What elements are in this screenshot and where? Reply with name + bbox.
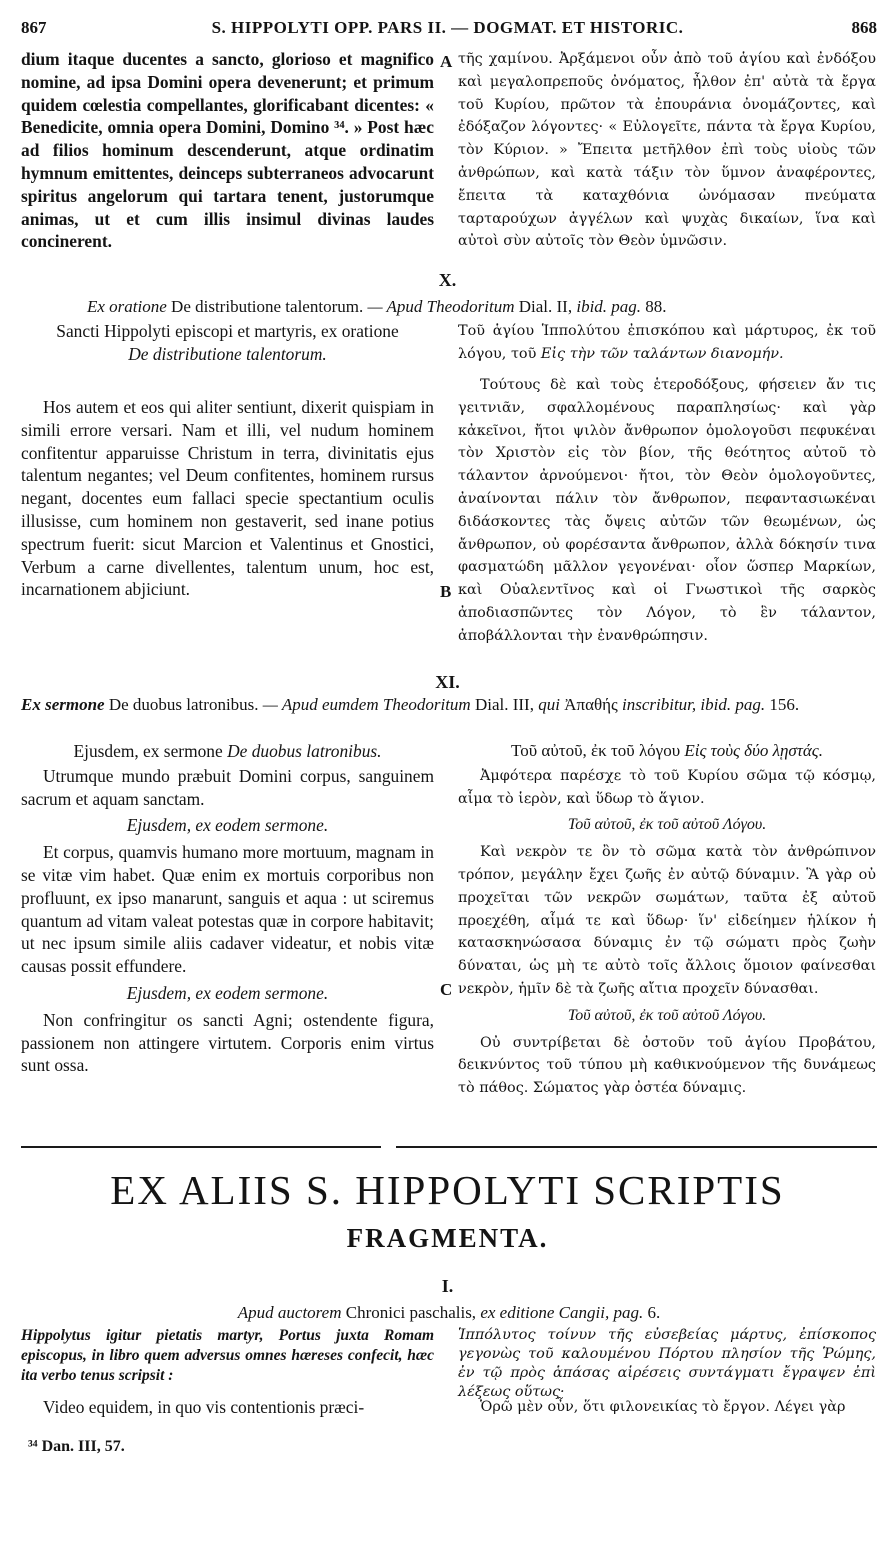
greek-heading-xi-1: Τοῦ αὐτοῦ, ἐκ τοῦ λόγου: [511, 741, 681, 760]
source-i-part3: ex editione Cangii, pag.: [480, 1303, 644, 1322]
section-x-greek-text: Τούτους δὲ καὶ τοὺς ἑτεροδόξους, φήσειεν ἄν τις γειτνιᾶν, σφαλλομένους παραπλησίως· καὶ γὰρ κἀκεῖνοι, ἤτοι ψιλὸν ἄνθρωπον ὁμολογοῦσι πεφυκέναι τὸν Χριστὸν εἰς τὸν βίον, τῆς θεότητος αὐτοῦ τὸ τάλαντον ἀρνούμενοι· ἤτοι, τὸν Θεὸν ὁμολογοῦντες, ἀναίνονται πάλιν τὸν ἄνθρωπον, πεφαντασιωκέναι διδάσκοντες τὰς ὄψεις αὐτῶν τῶν θεωμένων, ὡς ἄνθρωπον, οὐ φορέσαντα ἄνθρωπον, ἀλλὰ δόκησίν τινα φασματώδη μᾶλλον γεγονέναι· οἷον ὥσπερ Μαρκίων, καὶ Οὐαλεντῖνος καὶ οἱ Γνωστικοὶ τῆς σαρκὸς ἀποδιασπῶντες τὸν Λόγον, τὸ ἓν τάλαντον, ἀποβάλλονται τὴν ἐνανθρώπησιν.: [458, 377, 876, 644]
source-x-part6: 88.: [645, 297, 667, 316]
source-xi-part6: qui: [538, 695, 560, 714]
section-x-latin-heading: [21, 320, 434, 366]
section-i-number: I.: [441, 1276, 454, 1296]
latin-heading-xi-1: Ejusdem, ex sermone: [73, 741, 223, 761]
source-xi-part2: De: [108, 695, 129, 714]
latin-paragraph-xi-3: Non confringitur os sancti Agni; ostendente figura, passionem non attingere virtutem. Corporis enim virtus sunt ossa.: [21, 1009, 434, 1076]
latin-heading-x-italic: De distributione talentorum.: [128, 343, 327, 364]
margin-letter-c: C: [440, 980, 453, 999]
greek-heading-xi-2: Τοῦ αὐτοῦ, ἐκ τοῦ αὐτοῦ Λόγου.: [567, 816, 767, 834]
source-xi-part4: — Apud eumdem Theodoritum: [262, 695, 471, 714]
section-x-greek-heading: [458, 320, 876, 366]
source-xi-part1: Ex sermone: [21, 695, 105, 714]
greek-heading-xi-3: Τοῦ αὐτοῦ, ἐκ τοῦ αὐτοῦ Λόγου.: [567, 1006, 767, 1024]
source-xi-part5: Dial. III,: [474, 695, 534, 714]
section-x-latin-text: Hos autem et eos qui aliter sentiunt, dixerit quispiam in simili errore versari. Nam et illi, vel nudum hominem confitentur apparuisse Christum in terra, divinitatis ejus talentum negantes; vel Deum confitentes, hominem rursus negant, docentes eum fallaci specie spectantium oculis illusisse, cum hominem non gestaverit, sed inane potius spectrum fuerit: sicut Marcion et Valentinus et Gnostici, Verbum a carne divellentes, talentum unum, hoc est, incarnationem abjiciunt.: [21, 397, 434, 600]
section-i-latin-text: Video equidem, in quo vis contentionis præci-: [43, 1397, 365, 1417]
source-x-part4: Dial. II,: [518, 297, 573, 316]
right-page-number: 868: [851, 18, 877, 37]
source-i-part1: Apud auctorem: [237, 1303, 342, 1322]
section-xi-latin-column: [21, 740, 434, 1077]
greek-heading-x: Τοῦ ἁγίου Ἱππολύτου ἐπισκόπου καὶ μάρτυρος, ἐκ τοῦ λόγου, τοῦ: [458, 323, 876, 362]
section-x-number: X.: [438, 270, 457, 290]
section-xi-source: [21, 694, 877, 716]
source-i-part4: 6.: [647, 1303, 661, 1322]
source-xi-part7: Ἀπαθής: [564, 695, 618, 714]
latin-paragraph-xi-1: Utrumque mundo præbuit Domini corpus, sanguinem sacrum et aquam sanctam.: [21, 765, 434, 809]
top-greek-text: τῆς χαμίνου. Ἀρξάμενοι οὖν ἀπὸ τοῦ ἁγίου καὶ ἐνδόξου καὶ μεγαλοπρεποῦς ὀνόματος, ἦλθον ἐπ' αὐτὰ τὰ ἔργα τοῦ Κυρίου, πρῶτον τὰ ἐπουράνια ὀνομάζοντες, καὶ ἐδόξαζον λόγοντες· « Εὐλογεῖτε, πάντα τὰ ἔργα Κυρίου, τὸν Κύριον. » Ἔπειτα μετῆλθον ἐπὶ τοὺς υἱοὺς τῶν ἀνθρώπων, καὶ κατὰ τάξιν τὸν ὕμνον ἀναφέροντες, ἔπειτα τὰ καταχθόνια ὠνόμασαν πνεύματα ταρταρούχων ἀγγέλων καὶ ψυχὰς δικαίων, ἵνα καὶ αὐτοὶ σὺν αὐτοῖς τὸν Θεὸν ὑμνῶσιν.: [458, 51, 876, 250]
main-title: EX ALIIS S. HIPPOLYTI SCRIPTIS: [110, 1167, 785, 1213]
section-xi-greek-column: [458, 740, 876, 1100]
section-i-source: [21, 1302, 877, 1324]
latin-heading-xi-2: Ejusdem, ex eodem sermone.: [126, 815, 329, 836]
greek-paragraph-xi-1: Ἀμφότερα παρέσχε τὸ τοῦ Κυρίου σῶμα τῷ κόσμῳ, αἷμα τὸ ἱερὸν, καὶ ὕδωρ τὸ ἅγιον.: [458, 767, 876, 807]
greek-paragraph-xi-2: Καὶ νεκρὸν τε ὂν τὸ σῶμα κατὰ τὸν ἀνθρώπινον τρόπον, μεγάλην ἔχει ζωῆς ἐν αὐτῷ δύναμιν. Ἃ γὰρ οὐ προχεῖται τῶν νεκρῶν σωμάτων, ταῦτα ἐξ αὐτοῦ προεχέθη, αἷμά τε καὶ ὕδωρ· ἵν' εἰδείημεν ἡλίκον ἡ κατασκηνώσασα δύναμις ἐν τῷ σώματι πρὸς ζωὴν δύναται, ὡς μὴ τε αὐτὸ τοῖς ἄλλοις ὅμοιον φαίνεσθαι νεκρὸν, ἡμῖν δὲ τὰ ζωῆς αἴτια προχεῖν δύνασθαι.: [458, 844, 876, 997]
source-x-part1: Ex oratione: [87, 297, 167, 316]
section-i-latin-intro: Hippolytus igitur pietatis martyr, Portus juxta Romam episcopus, in libro quem adversus omnes hæreses confecit, hæc ita verbo tenus scripsit :: [21, 1327, 434, 1384]
separator-rule-left: [21, 1146, 381, 1148]
greek-paragraph-xi-3: Οὐ συντρίβεται δὲ ὀστοῦν τοῦ ἁγίου Προβάτου, δεικνύντος τοῦ τύπου μὴ καθικνούμενον τῆς δυνάμεως τὸ πάθος. Σώματος γὰρ ὀστέα δύναμις.: [458, 1034, 876, 1097]
source-xi-part8: inscribitur, ibid. pag.: [622, 695, 766, 714]
footnote: ³⁴ Dan. III, 57.: [28, 1438, 125, 1455]
running-title: S. HIPPOLYTI OPP. PARS II. — DOGMAT. ET HISTORIC.: [211, 18, 684, 37]
margin-letter-a: A: [440, 52, 453, 71]
latin-heading-xi-1-italic: De duobus latronibus.: [227, 741, 382, 761]
section-i-greek-intro: Ἱππόλυτος τοίνυν τῆς εὐσεβείας μάρτυς, ἐπίσκοπος γεγονὼς τοῦ καλουμένου Πόρτου πλησίον τῆς Ῥώμης, ἐν τῷ πρὸς ἁπάσας αἱρέσεις συντάγματι ἔγραψεν ἐπὶ λέξεως οὕτως·: [458, 1327, 876, 1400]
latin-heading-x: Sancti Hippolyti episcopi et martyris, ex oratione: [56, 321, 399, 341]
latin-heading-xi-3: Ejusdem, ex eodem sermone.: [126, 982, 329, 1003]
section-xi-number: XI.: [435, 672, 460, 692]
section-i-greek-text: Ὁρῶ μὲν οὖν, ὅτι φιλονεικίας τὸ ἔργον. Λέγει γὰρ: [480, 1399, 846, 1415]
latin-paragraph-xi-2: Et corpus, quamvis humano more mortuum, magnam in se vitæ vim habet. Quæ enim ex mortuis corporibus non profluunt, ex ipso manarunt, sanguis et aqua : ut sciremus quantum ad vitam valeat potestas quæ in corpore habitavit; ut nec ipsum simile aliis cadaver videatur, et nobis vitæ causas possit effundere.: [21, 842, 434, 977]
source-x-part3: — Apud Theodoritum: [367, 297, 515, 316]
left-page-number: 867: [21, 18, 47, 37]
section-x-source: [21, 296, 877, 318]
source-xi-part3: duobus latronibus.: [132, 695, 259, 714]
source-i-part2: Chronici paschalis,: [345, 1303, 477, 1322]
separator-rule-right: [396, 1146, 877, 1148]
source-x-part2: De distributione talentorum.: [171, 297, 364, 316]
source-xi-part9: 156.: [769, 695, 800, 714]
top-latin-text: dium itaque ducentes a sancto, glorioso et magnifico nomine, ad ipsa Domini opera devenerunt; et primum quidem cœlestia compellantes, glorificabant dicentes: « Benedicite, omnia opera Domini, Domino ³⁴. » Post hæc ad filios hominum descenderunt, atque ordinatim hymnum emittentes, deinceps subterraneos advocarunt spiritus angelorum qui tartara tenent, justorumque animas, ut et cum illis insimul divinas laudes concinerent.: [21, 49, 434, 252]
greek-heading-xi-1-italic: Εἰς τοὺς δύο λῃστάς.: [684, 741, 823, 760]
main-subtitle: FRAGMENTA.: [346, 1223, 549, 1253]
greek-heading-x-italic: Εἰς τὴν τῶν ταλάντων διανομήν.: [540, 345, 784, 362]
margin-letter-b: B: [440, 582, 452, 601]
source-x-part5: ibid. pag.: [576, 297, 642, 316]
